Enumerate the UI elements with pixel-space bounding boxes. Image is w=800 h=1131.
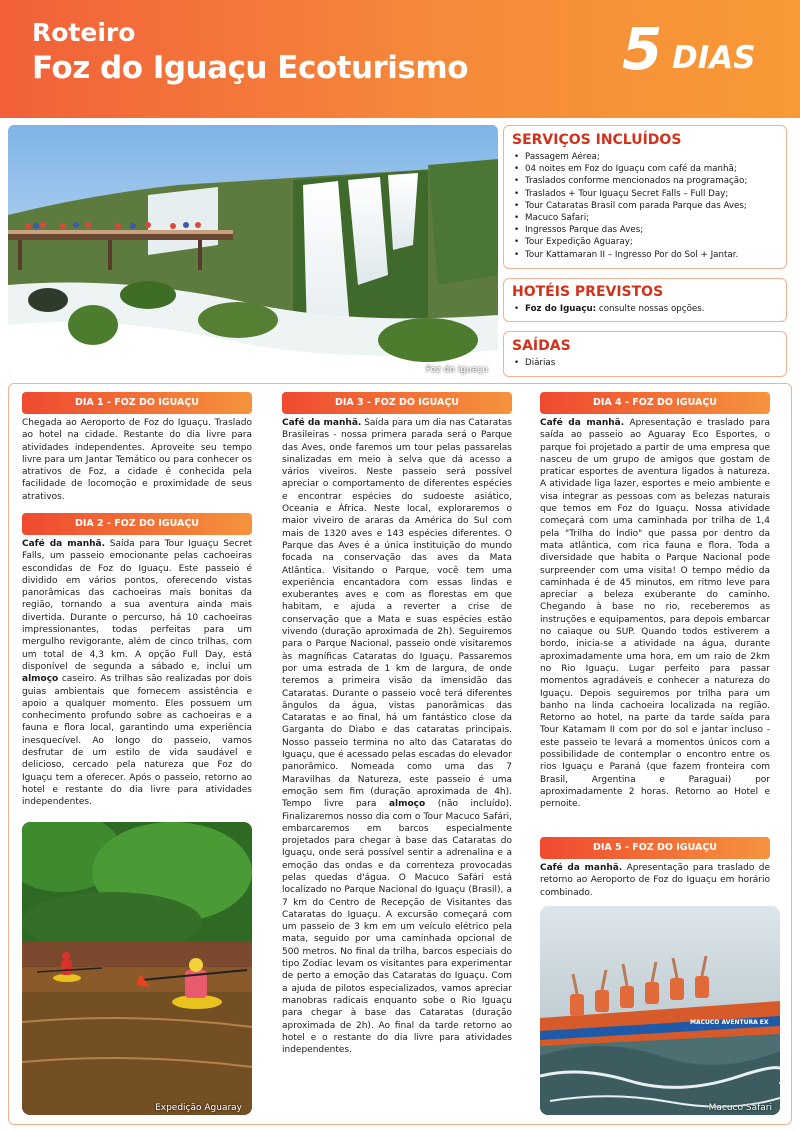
day3-text-part2: (não incluído). Finalizaremos nosso dia com o Tour Macuco Safári, embarcaremos em barcos especialmente projetados para chegar à base das Cataratas do Iguaçu, onde será possível sentir a adrenalina e a emoção das ondas e da correnteza provocadas pelas quedas d'água. O Macuco Safári está localizado no Parque Nacional do Iguaçu (Brasil), a 7 km do Centro de Recepção de Visitantes das Cataratas do Iguaçu. A excursão começará com um passeio de 3 km em um veículo elétrico pela mata, seguido por uma caminhada opcional de 500 metros. No final da trilha, barcos especiais do tipo Zodiac levam os visitantes para experimentar de perto a emoção das Cataratas do Iguaçu. Com a ajuda de pilotos especializados, vamos apreciar manobras radicais enquanto sobe o Rio Iguaçu para chegar à base das Cataratas (duração aproximada de 2h). Ao final da tarde retorno ao hotel e o restante do dia livre para atividades independentes.	[282, 799, 512, 1056]
page-header	[0, 0, 800, 118]
list-item: • Diárias	[512, 357, 782, 369]
header-subtitle: Roteiro	[32, 18, 136, 47]
day4-lead: Café da manhã.	[540, 418, 625, 428]
boat-label: MACUCO AVENTURA EX	[690, 1019, 769, 1026]
photo-macuco-safari	[540, 906, 780, 1115]
day3-text	[282, 417, 512, 1056]
day4-text-body: Apresentação e traslado para saída ao passeio ao Aguaray Eco Esportes, o parque foi projetado a partir de uma empresa que nasceu de um grupo de amigos que gostam de praticar esportes de aventura ligados à natureza. A atividade liga lazer, esportes e meio ambiente e visa integrar as pessoas com as belezas naturais que temos em Foz do Iguaçu. Nossa atividade começará com uma caminhada por trilha de 1,4 pela "Trilha do Índio" que passa por dentro da mata atlântica, com rica fauna e flora. Toda a diversidade que habita o Parque Nacional pode surpreender com uma visita! O tempo médio da caminhada é de 45 minutos, em ritmo leve para apreciar a beleza exuberante do caminho. Chegando à base no rio, receberemos as instruções e equipamentos, para depois embarcar no caiaque ou SUP. Quando todos estiverem a bordo, inicia-se a atividade na água, durante aproximadamente uma hora, em um raio de 2km no Rio Iguaçu. Lugar perfeito para passar momentos agradáveis e conhecer a natureza do Iguaçu. Depois seguiremos por trilha para um banho na linda cachoeira localizada na região. Retorno ao hotel, na parte da tarde saída para Tour Katamam II com por do sol e jantar incluso - este passeio te levará a momentos únicos com a possibilidade de contemplar o encontro entre os rios Iguaçu e Paraná (que fazem fronteira com Brasil, Argentina e Paraguai) por aproximadamente 2 horas. Retorno ao Hotel e pernoite.	[540, 418, 770, 810]
day3-tag: DIA 3 - FOZ DO IGUAÇU	[282, 392, 512, 414]
list-item: • Tour Cataratas Brasil com parada Parque das Aves;	[512, 200, 782, 212]
list-item: • 04 noites em Foz do Iguaçu com café da manhã;	[512, 163, 782, 175]
day2-lunch: almoço	[22, 674, 59, 685]
macuco-caption: Macuco Safari	[708, 1103, 772, 1113]
day5-text-body: Apresentação para traslado de retorno ao Aeroporto de Foz do Iguaçu em horário combinado.	[540, 863, 770, 898]
hotel-text: consulte nossas opções.	[596, 304, 705, 314]
day3-paragraph	[282, 417, 512, 1056]
hero-caption: Foz do Iguaçu	[425, 365, 488, 375]
days-number: 5	[622, 15, 663, 83]
day2-text-part1: Saída para Tour Iguaçu Secret Falls, um passeio emocionante pelas cachoeiras escondidas de Foz do Iguaçu. Este passeio é dividido em vários pontos, oferecendo vistas panorâmicas das cachoeiras mais bonitas da região, tornando a sua aventura ainda mais divertida. Durante o percurso, há 10 cachoeiras impressionantes, todas perfeitas para um mergulho revigorante, além de cinco trilhas, com um total de 4,3 km. A opção Full Day, está disponível de segunda a sábado e, inclui um	[22, 539, 252, 672]
day1-paragraph: Chegada ao Aeroporto de Foz do Iguaçu. Traslado ao hotel na cidade. Restante do dia livre para atividades independentes. Aproveite seu tempo livre para um Jantar Temático ou para conhecer os atrativos de Foz, a cidade é conhecida pela facilidade de locomoção e proximidade de seus atrativos.	[22, 418, 252, 502]
list-item: • Traslados conforme mencionados na programação;	[512, 175, 782, 187]
kayak-caption: Expedição Aguaray	[155, 1103, 242, 1113]
day2-paragraph	[22, 538, 252, 809]
page-title: Foz do Iguaçu Ecoturismo	[32, 50, 468, 86]
day5-tag: DIA 5 - FOZ DO IGUAÇU	[540, 837, 770, 859]
services-list	[512, 151, 782, 261]
list-item: • Traslados + Tour Iguaçu Secret Falls – Full Day;	[512, 188, 782, 200]
list-item: • Ingressos Parque das Aves;	[512, 224, 782, 236]
day2-tag: DIA 2 - FOZ DO IGUAÇU	[22, 513, 252, 535]
day3-lead: Café da manhã.	[282, 418, 362, 428]
day1-tag: DIA 1 - FOZ DO IGUAÇU	[22, 392, 252, 414]
day5-text	[540, 862, 770, 899]
day3-lunch: almoço	[388, 799, 426, 810]
list-item	[512, 303, 782, 315]
list-item: • Passagem Aérea;	[512, 151, 782, 163]
day5-paragraph	[540, 862, 770, 899]
hotels-box	[503, 278, 787, 322]
photo-kayak	[22, 822, 252, 1115]
list-item: • Tour Kattamaran II – Ingresso Por do Sol + Jantar.	[512, 249, 782, 261]
departures-list	[512, 357, 782, 369]
hotels-title: HOTÉIS PREVISTOS	[512, 284, 664, 300]
days-label: DIAS	[672, 40, 756, 76]
day4-tag: DIA 4 - FOZ DO IGUAÇU	[540, 392, 770, 414]
services-box	[503, 125, 787, 269]
day2-lead: Café da manhã.	[22, 539, 105, 549]
departures-title: SAÍDAS	[512, 338, 571, 354]
day2-text	[22, 538, 252, 809]
day2-text-part2: caseiro. As trilhas são realizadas por dois guias ambientais que fornecem assistência e apoio a qualquer momento. Eles possuem um conhecimento profundo sobre as cachoeiras e a fauna e flora local, garantindo uma experiência inesquecível. Ao longo do passeio, vamos desfrutar de um estilo de vida saudável e delicioso, cercado pela natureza que Foz do Iguaçu tem a oferecer. Após o passeio, retorno ao hotel e restante do dia livre para atividades independentes.	[22, 674, 252, 808]
hotels-list	[512, 303, 782, 315]
hero-photo-waterfalls	[8, 125, 498, 377]
list-item: • Macuco Safari;	[512, 212, 782, 224]
list-item: • Tour Expedição Aguaray;	[512, 236, 782, 248]
day4-paragraph	[540, 417, 770, 811]
day3-text-part1: Saída para um dia nas Cataratas Brasileiras - nossa primera parada será o Parque das Aves, onde faremos um tour pelas passarelas sinalizadas em meio à selva que dá acesso a vários viveiros. Neste passeio será possível apreciar o comportamento de diferentes espécies e encontrar espécies do sudoeste asiático, Oceania e África. Neste local, exploraremos o maior viveiro de araras da América do Sul com mais de 1320 aves e 143 espécies diferentes. O Parque das Aves é a única instituição do mundo focada na conservação das aves da Mata Atlântica. Visitando o Parque, você tem uma experiência encantadora com essas lindas e exuberantes aves e com as florestas em que habitam, e ajuda a reverter a crise de conservação que a Mata e suas espécies estão vivendo (duração aproximada de 2h). Seguiremos para o Parque Nacional, passeio onde visitaremos às magníficas Cataratas do Iguaçu. Passaremos por uma estrada de 1 km de largura, de onde teremos a primeira visão da imensidão das Cataratas. Durante o passeio você terá diferentes ângulos da água, vistas panorâmicas das Cataratas e ao final, há um fantástico close da Garganta do Diabo e das cataratas principais. Nosso passeio termina no alto das Cataratas do Iguaçu, que é acessado pelas escadas do elevador panorâmico. Nomeada como uma das 7 Maravilhas da Natureza, este passeio é uma emoção sem fim (duração aproximada de 4h). Tempo livre para	[282, 418, 512, 810]
day5-lead: Café da manhã.	[540, 863, 623, 873]
day4-text	[540, 417, 770, 811]
services-title: SERVIÇOS INCLUÍDOS	[512, 132, 682, 148]
day1-text	[22, 417, 252, 503]
departures-box	[503, 331, 787, 377]
hotel-city: Foz do Iguaçu:	[525, 304, 597, 314]
